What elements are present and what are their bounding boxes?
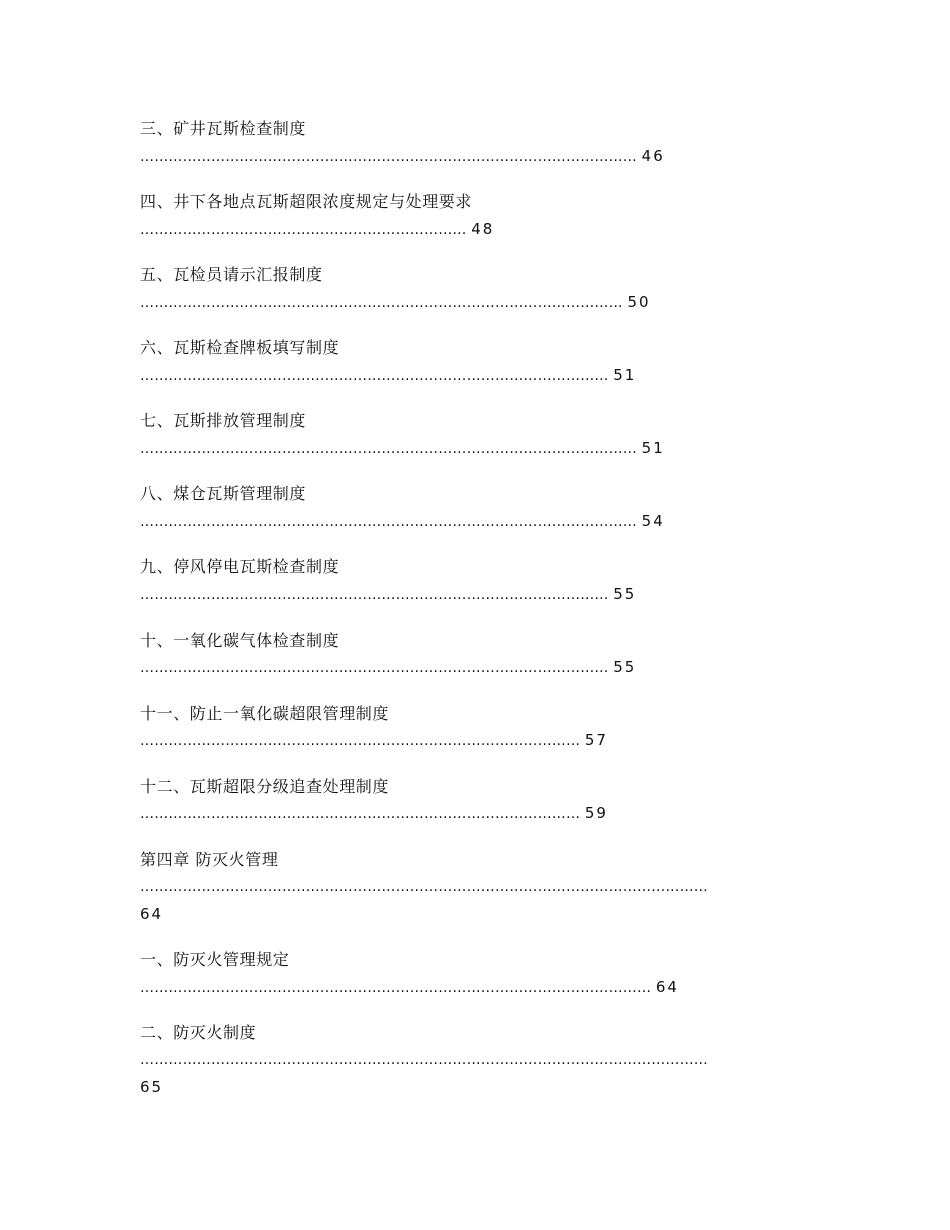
toc-entry-leader xyxy=(140,585,705,604)
dot-leader: ……………………………………………………………………………………………… xyxy=(140,980,652,996)
toc-entry-title: 七、瓦斯排放管理制度 xyxy=(140,411,307,430)
toc-entry-page: 65 xyxy=(140,1078,164,1096)
toc-entry-leader xyxy=(140,512,750,531)
toc-entry-title: 十一、防止一氧化碳超限管理制度 xyxy=(140,704,390,723)
toc-entry-leader: ………………………………………………………………………………………………………… xyxy=(140,879,708,895)
toc-entry-leader xyxy=(140,366,705,385)
toc-entry-page: 55 xyxy=(613,585,637,603)
toc-entry-title: 十二、瓦斯超限分级追查处理制度 xyxy=(140,777,390,796)
toc-entry-leader xyxy=(140,147,750,166)
dot-leader: …………………………………………………………………………………………… xyxy=(140,441,637,457)
toc-entry-page: 54 xyxy=(641,512,665,530)
toc-entry-leader xyxy=(140,731,640,750)
dot-leader: ………………………………………………………………………………… xyxy=(140,806,581,822)
toc-entry-leader xyxy=(140,293,730,312)
table-of-contents xyxy=(140,0,790,1230)
toc-entry-page: 57 xyxy=(584,731,608,749)
toc-entry-page: 48 xyxy=(471,220,495,238)
toc-entry-leader: ………………………………………………………………………………………………………… xyxy=(140,1052,708,1068)
toc-entry-title: 三、矿井瓦斯检查制度 xyxy=(140,119,307,138)
toc-entry-page: 50 xyxy=(627,293,651,311)
dot-leader: …………………………………………………………………………………………… xyxy=(140,514,637,530)
dot-leader: …………………………………………………………………………………………… xyxy=(140,149,637,165)
toc-entry-title: 第四章 防灭火管理 xyxy=(140,850,279,869)
toc-entry-leader xyxy=(140,978,770,997)
toc-entry-leader xyxy=(140,220,520,239)
toc-entry-leader xyxy=(140,439,750,458)
toc-entry-page: 46 xyxy=(641,147,665,165)
toc-entry-page: 55 xyxy=(613,658,637,676)
toc-entry-leader xyxy=(140,804,640,823)
toc-entry-page: 51 xyxy=(613,366,637,384)
toc-entry-leader xyxy=(140,658,705,677)
dot-leader: ……………………………………………………………………………………… xyxy=(140,368,609,384)
dot-leader: ………………………………………………………………………………………… xyxy=(140,295,623,311)
toc-entry-page: 64 xyxy=(655,978,679,996)
dot-leader: ……………………………………………………………………………………… xyxy=(140,587,609,603)
dot-leader: ………………………………………………………………………………… xyxy=(140,733,581,749)
toc-entry-page: 51 xyxy=(641,439,665,457)
toc-entry-page: 59 xyxy=(584,804,608,822)
toc-entry-title: 五、瓦检员请示汇报制度 xyxy=(140,265,323,284)
toc-entry-page: 64 xyxy=(140,905,164,923)
toc-entry-title: 四、井下各地点瓦斯超限浓度规定与处理要求 xyxy=(140,192,473,211)
dot-leader: …………………………………………………………… xyxy=(140,222,467,238)
toc-entry-title: 二、防灭火制度 xyxy=(140,1023,257,1042)
toc-entry-title: 九、停风停电瓦斯检查制度 xyxy=(140,557,340,576)
toc-entry-title: 十、一氧化碳气体检查制度 xyxy=(140,631,340,650)
toc-entry-title: 八、煤仓瓦斯管理制度 xyxy=(140,484,307,503)
dot-leader: ……………………………………………………………………………………… xyxy=(140,660,609,676)
toc-entry-title: 一、防灭火管理规定 xyxy=(140,950,290,969)
toc-entry-title: 六、瓦斯检查牌板填写制度 xyxy=(140,338,340,357)
